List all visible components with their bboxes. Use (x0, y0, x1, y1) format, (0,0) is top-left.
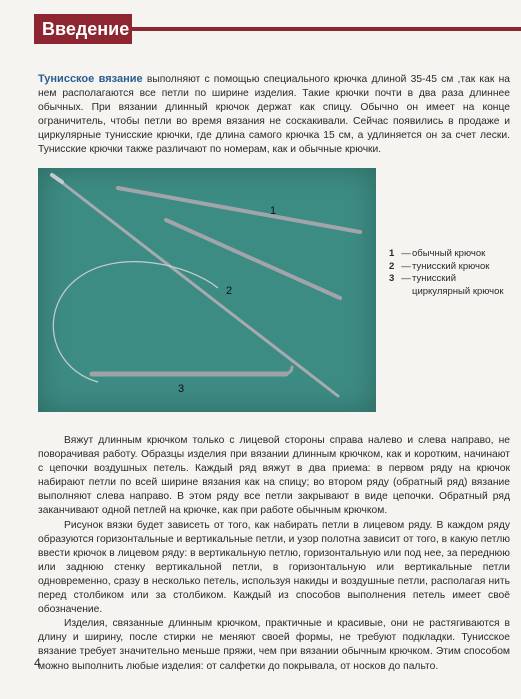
body-paragraph: Рисунок вязки будет зависеть от того, как набирать петли в лицевом ряду. В каждом ряду образуются горизонтальные и вертикальные петли, и узор полотна зависит от того, в какую петлю ввести крючок в лицевом ряду: в вертикальную петлю, горизонтальную или под нее, за переднюю или заднюю стенку вертикальной петли, в горизонтальную или вертикальные петли одновременно, сразу в несколько петель, используя накиды и воздушные петли, располагая нить перед столбиком или за столбиком. Каждый из способов выполнения петель имеет своё обозначение. (38, 519, 510, 616)
legend-dash: — (401, 260, 411, 272)
header-rule (132, 27, 521, 31)
intro-term: Тунисское вязание (38, 73, 143, 85)
body-text (38, 434, 510, 674)
photo-label-3: 3 (178, 383, 185, 395)
body-paragraph: Изделия, связанные длинным крючком, практичные и красивые, они не растягиваются в длину и ширину, после стирки не меняют своей формы, не требуют подкладки. Тунисское вязание требует значительно меньше пряжи, чем при вязании обычным крючком. Этим способом можно выполнить любые изделия: от салфетки до покрывала, от носков до пальто. (38, 618, 510, 672)
legend-number: 1 (389, 248, 395, 259)
photo-legend (389, 248, 509, 298)
middle-hook (166, 220, 340, 298)
intro-text: выполняют с помощью специального крючка длиной 35-45 см ,так как на нем располагаются все петли по ширине изделия. Такие крючки почти в два раза длиннее обычных. При вязании длинный крючок держат как спицу. Обычно он имеет на конце ограничитель, чтобы петли во время вязания не соскакивали. Сейчас появились в продаже и циркулярные тунисские крючки, где длина самого крючка 15 см, а удлиняется он за счет лески. Тунисские крючки также различают по номерам, как и обычные крючки. (38, 74, 510, 155)
legend-number: 2 (389, 260, 395, 272)
legend-dash: — (401, 273, 411, 285)
tunisian-hook (56, 178, 338, 396)
legend-number: 3 (389, 273, 395, 285)
regular-hook (118, 188, 360, 232)
circular-hook-cable (53, 262, 218, 382)
photo-label-1: 1 (270, 205, 277, 217)
legend-item-1 (389, 248, 509, 261)
legend-text: тунисский крючок (412, 260, 490, 272)
hooks-photo (38, 168, 376, 412)
legend-dash: — (401, 248, 411, 259)
legend-text: тунисский циркулярный крючок (412, 273, 504, 297)
page-number: 4 (34, 656, 41, 670)
section-title: Введение (34, 14, 132, 44)
intro-paragraph (38, 72, 510, 157)
legend-item-2 (389, 261, 509, 274)
photo-label-2: 2 (226, 285, 233, 297)
circular-hook-tip (286, 367, 292, 374)
body-paragraph: Вяжут длинным крючком только с лицевой стороны справа налево и слева направо, не поворачивая работу. Образцы изделия при вязании длинным крючком, как и коротким, начинают с цепочки воздушных петель. Каждый ряд вяжут в два приема: в первом ряду на крючок набирают петли по всей ширине вязания как на спицу; во втором ряду (обратный ряд) вязание выполняют слева направо. В этом ряду все петли закрывают в виде цепочки. Обратный ряд заканчивают одной петлей на крючке, как при работе обычным крючком. (38, 435, 510, 517)
hook-stopper (52, 175, 62, 182)
legend-item-3 (389, 273, 509, 298)
hooks-illustration (38, 168, 376, 412)
legend-text: обычный крючок (412, 248, 486, 259)
